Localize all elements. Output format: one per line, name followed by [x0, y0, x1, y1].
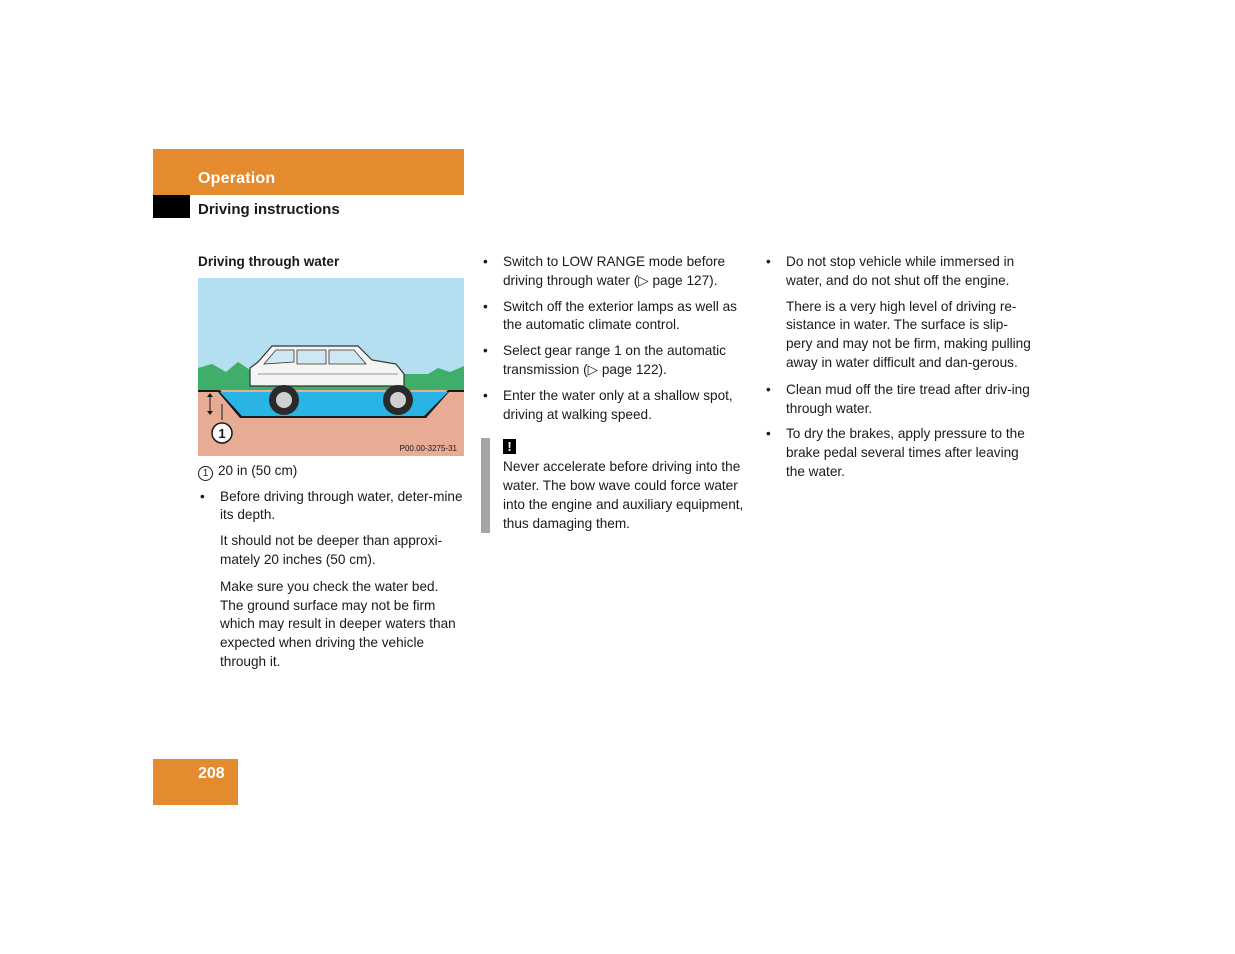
- list-item-text: Enter the water only at a shallow spot, driving at walking speed.: [503, 387, 733, 422]
- bullet-glyph: •: [766, 426, 771, 442]
- bullet-glyph: •: [483, 298, 488, 314]
- list-item-text: Before driving through water, deter-mine its depth.: [220, 488, 463, 523]
- bullet-glyph: •: [766, 381, 771, 397]
- list-item: [764, 253, 1034, 291]
- warning-bar: [481, 438, 490, 533]
- figure-legend: [198, 462, 464, 481]
- water-crossing-illustration: [198, 278, 464, 456]
- paragraph: Make sure you check the water bed. The ground surface may not be firm which may result in deeper waters than expected when driving the vehicle through it.: [220, 578, 456, 669]
- page-number-box: [153, 759, 238, 805]
- bullet-glyph: •: [200, 488, 205, 504]
- subsection-marker: [153, 195, 190, 218]
- list-item: [764, 425, 1034, 481]
- figure-code: P00.00-3275-31: [399, 443, 457, 453]
- warning-text: Never accelerate before driving into the water. The bow wave could force water into the engine and auxiliary equipment, thus damaging them.: [503, 459, 744, 531]
- list-item: [481, 253, 747, 291]
- list-item: [764, 381, 1034, 419]
- section-header-bar: [153, 149, 464, 195]
- paragraph: It should not be deeper than approxi-mately 20 inches (50 cm).: [220, 533, 443, 567]
- list-item-text: Clean mud off the tire tread after driv-ing through water.: [786, 381, 1030, 416]
- list-item-text: Do not stop vehicle while immersed in water, and do not shut off the engine.: [786, 254, 1015, 288]
- list-item-text: Switch to LOW RANGE mode before driving through water (▷ page 127).: [503, 254, 726, 288]
- legend-marker: 1: [198, 466, 213, 481]
- callout-number: 1: [218, 425, 226, 441]
- list-item-text: To dry the brakes, apply pressure to the brake pedal several times after leaving the water.: [786, 426, 1025, 479]
- column-left: [198, 253, 464, 680]
- section-title: Operation: [198, 170, 276, 187]
- bullet-glyph: •: [483, 343, 488, 359]
- subsection-title: Driving instructions: [198, 201, 340, 218]
- column-right: [764, 253, 1034, 489]
- list-item: [481, 342, 747, 380]
- list-item-text: Select gear range 1 on the automatic transmission (▷ page 122).: [503, 343, 726, 377]
- page-number: 208: [198, 765, 225, 782]
- topic-heading: Driving through water: [198, 254, 340, 269]
- bullet-glyph: •: [483, 387, 488, 403]
- list-item: [481, 298, 747, 336]
- warning-icon: !: [503, 439, 516, 454]
- paragraph: There is a very high level of driving re-sistance in water. The surface is slip-pery and may not be firm, making pulling away in water difficult and dan-gerous.: [786, 298, 1031, 370]
- list-item: [481, 387, 747, 425]
- list-item: [198, 488, 464, 526]
- legend-text: 20 in (50 cm): [218, 462, 298, 478]
- list-item-text: Switch off the exterior lamps as well as the automatic climate control.: [503, 298, 737, 333]
- warning-notice: [481, 438, 747, 533]
- bullet-glyph: •: [766, 254, 771, 269]
- column-middle: [481, 253, 747, 534]
- bullet-glyph: •: [483, 254, 488, 269]
